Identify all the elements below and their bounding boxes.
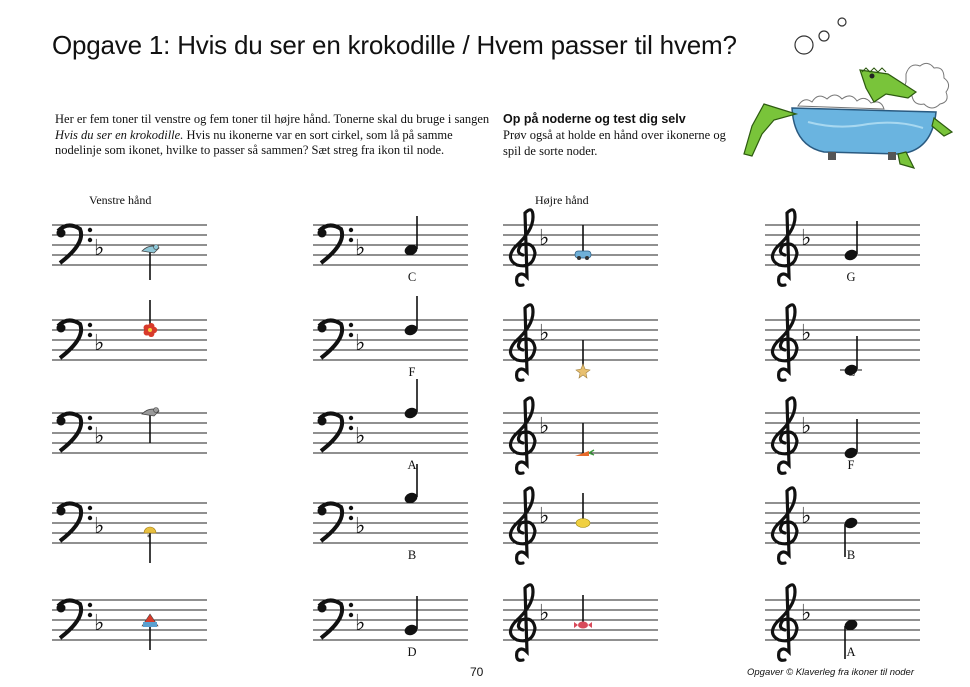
left-hand-note-staff bbox=[313, 195, 488, 305]
flat-icon: ♭ bbox=[539, 601, 550, 626]
flower-icon bbox=[144, 300, 158, 337]
flat-icon: ♭ bbox=[539, 321, 550, 346]
flat-icon: ♭ bbox=[801, 504, 812, 529]
flat-icon: ♭ bbox=[355, 514, 366, 539]
carrot-icon bbox=[575, 423, 594, 456]
flat-icon: ♭ bbox=[355, 611, 366, 636]
flat-icon: ♭ bbox=[801, 601, 812, 626]
footer-credit: Opgaver © Klaverleg fra ikoner til noder bbox=[747, 667, 914, 678]
bass-clef-shape bbox=[318, 503, 354, 541]
treble-clef-shape bbox=[510, 398, 535, 474]
crocodile-bathtub-illustration bbox=[738, 14, 958, 179]
svg-text:*: * bbox=[147, 533, 151, 542]
flat-icon: ♭ bbox=[355, 236, 366, 261]
treble-clef-shape bbox=[510, 305, 535, 381]
left-hand-note-staff bbox=[313, 473, 488, 583]
bass-clef-shape bbox=[57, 320, 93, 358]
bird-icon bbox=[142, 408, 159, 444]
bass-clef-shape bbox=[57, 225, 93, 263]
right-hand-icon-staff bbox=[503, 473, 678, 583]
note-letter-label: B bbox=[846, 548, 856, 562]
bass-clef-shape bbox=[57, 503, 93, 541]
flat-icon: ♭ bbox=[94, 514, 105, 539]
note-letter-label: C bbox=[846, 365, 856, 379]
note-letter-label: C bbox=[407, 270, 417, 284]
note-head bbox=[403, 296, 419, 337]
flat-icon: ♭ bbox=[355, 424, 366, 449]
flat-icon: ♭ bbox=[801, 321, 812, 346]
bass-clef-shape bbox=[57, 600, 93, 638]
flat-icon: ♭ bbox=[94, 236, 105, 261]
treble-clef-shape bbox=[510, 585, 535, 661]
side-heading: Op på noderne og test dig selv bbox=[503, 112, 686, 126]
bass-clef-shape bbox=[57, 413, 93, 451]
star-icon bbox=[576, 340, 590, 378]
circus-tent-icon bbox=[142, 614, 158, 650]
treble-clef-shape bbox=[772, 585, 797, 661]
sun-icon bbox=[144, 527, 156, 563]
bird-icon bbox=[142, 245, 159, 281]
note-head bbox=[403, 216, 419, 257]
bass-clef-shape bbox=[318, 413, 354, 451]
treble-clef-shape bbox=[772, 488, 797, 564]
note-head bbox=[843, 419, 859, 460]
right-hand-icon-staff bbox=[503, 570, 678, 680]
treble-clef-shape bbox=[772, 398, 797, 474]
page-title: Opgave 1: Hvis du ser en krokodille / Hvem passer til hvem? bbox=[52, 30, 737, 60]
note-letter-label: F bbox=[847, 458, 855, 472]
right-hand-icon-staff bbox=[503, 195, 678, 305]
intro-text: Her er fem toner til venstre og fem toner til højre hånd. Tonerne skal du bruge i sangen Hvis du ser en krokodille. Hvis nu ikonerne var en sort cirkel, som lå på samme nodelinje som ikonet, hvilke to passer så sammen? Sæt streg fra ikon til node. bbox=[55, 112, 490, 157]
right-hand-note-staff bbox=[765, 570, 940, 680]
flat-icon: ♭ bbox=[355, 331, 366, 356]
treble-clef-shape bbox=[772, 210, 797, 286]
bass-clef-shape bbox=[318, 320, 354, 358]
flat-icon: ♭ bbox=[539, 226, 550, 251]
note-head bbox=[843, 221, 859, 262]
treble-clef-shape bbox=[510, 488, 535, 564]
flat-icon: ♭ bbox=[94, 424, 105, 449]
flat-icon: ♭ bbox=[539, 504, 550, 529]
flat-icon: ♭ bbox=[94, 611, 105, 636]
note-letter-label: B bbox=[407, 548, 417, 562]
left-hand-icon-staff bbox=[52, 195, 227, 305]
side-text: Prøv også at holde en hånd over ikonerne og spil de sorte noder. bbox=[503, 128, 726, 158]
flat-icon: ♭ bbox=[94, 331, 105, 356]
note-letter-label: F bbox=[408, 365, 416, 379]
treble-clef-shape bbox=[510, 210, 535, 286]
page-number: 70 bbox=[470, 665, 484, 679]
flat-icon: ♭ bbox=[539, 414, 550, 439]
note-head bbox=[403, 379, 419, 420]
flat-icon: ♭ bbox=[801, 226, 812, 251]
right-hand-note-staff bbox=[765, 195, 940, 305]
bass-clef-shape bbox=[318, 600, 354, 638]
song-title: Hvis du ser en krokodille. bbox=[55, 127, 184, 142]
left-hand-icon-staff bbox=[52, 473, 227, 583]
right-hand-note-staff bbox=[765, 473, 940, 583]
lemon-icon bbox=[576, 493, 590, 528]
left-hand-note-staff bbox=[313, 570, 488, 680]
note-head bbox=[403, 596, 419, 637]
left-hand-label: Venstre hånd bbox=[89, 193, 152, 207]
note-letter-label: A bbox=[407, 458, 417, 472]
note-letter-label: G bbox=[846, 270, 856, 284]
left-hand-icon-staff bbox=[52, 570, 227, 680]
right-hand-label: Højre hånd bbox=[535, 193, 589, 207]
flat-icon: ♭ bbox=[801, 414, 812, 439]
note-letter-label: D bbox=[407, 645, 417, 659]
car-icon bbox=[575, 225, 591, 260]
bass-clef-shape bbox=[318, 225, 354, 263]
note-letter-label: A bbox=[846, 645, 856, 659]
treble-clef-shape bbox=[772, 305, 797, 381]
